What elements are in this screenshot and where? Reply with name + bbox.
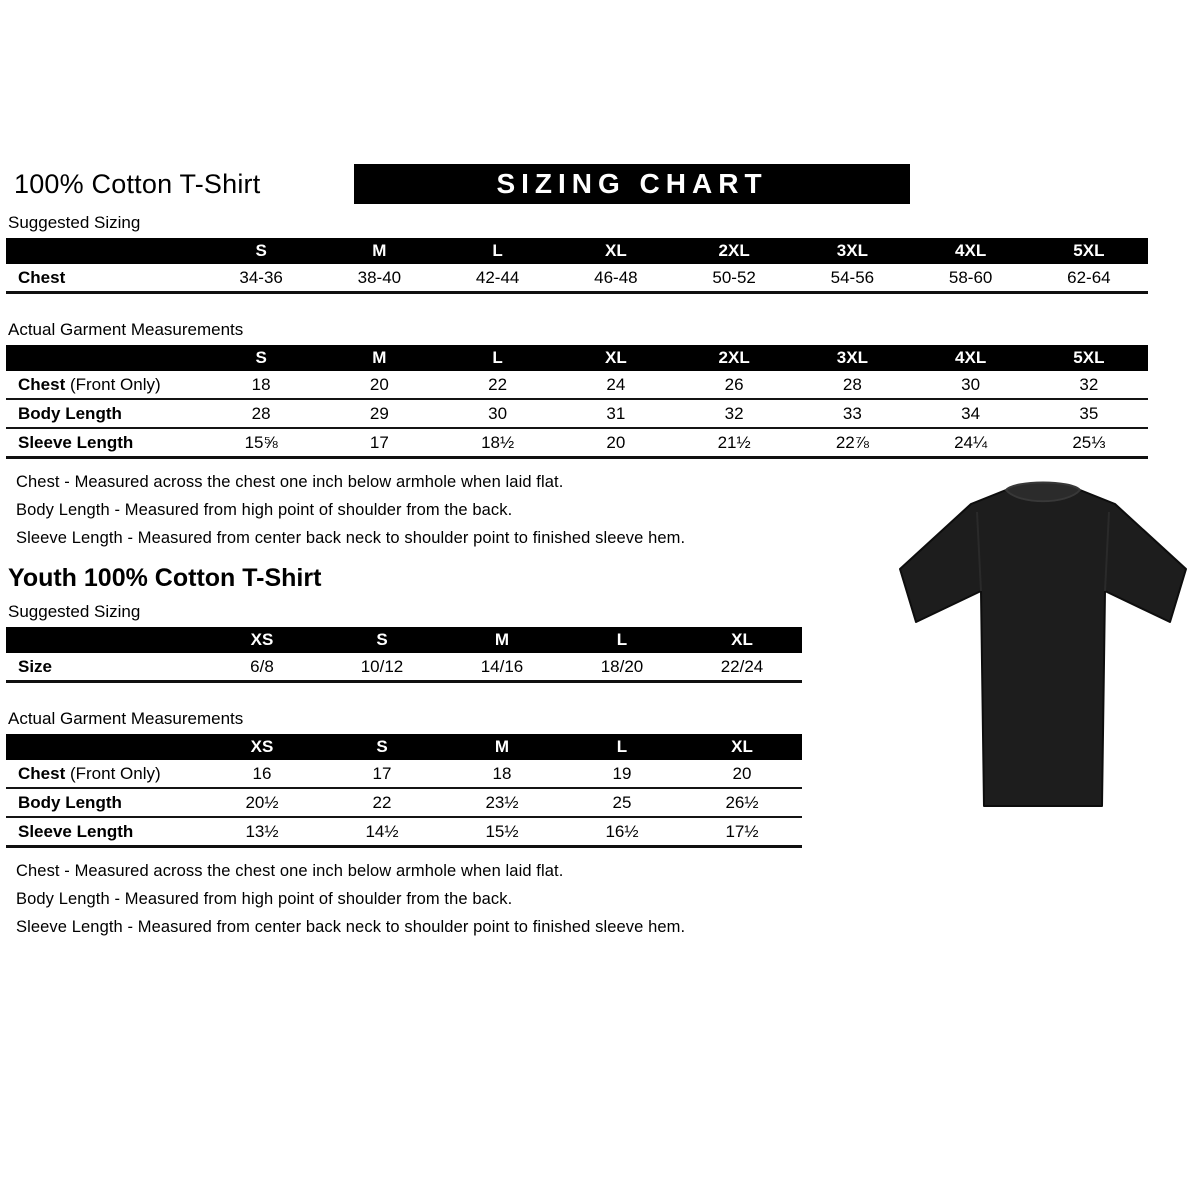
value-cell: 58-60 (912, 264, 1030, 293)
value-cell: 22/24 (682, 653, 802, 682)
header-label-spacer (6, 627, 202, 653)
value-cell: 30 (912, 371, 1030, 399)
measurement-row (6, 788, 802, 817)
value-cell: 22⅞ (793, 428, 911, 458)
size-header-cell: 2XL (675, 238, 793, 264)
value-cell: 30 (439, 399, 557, 428)
row-label: Chest (Front Only) (6, 371, 202, 399)
size-header-row (6, 238, 1148, 264)
value-cell: 6/8 (202, 653, 322, 682)
value-cell: 16½ (562, 817, 682, 847)
value-cell: 14/16 (442, 653, 562, 682)
size-header-row (6, 345, 1148, 371)
value-cell: 26½ (682, 788, 802, 817)
row-label: Body Length (6, 788, 202, 817)
value-cell: 10/12 (322, 653, 442, 682)
youth-actual-measurements-label: Actual Garment Measurements (8, 709, 244, 728)
value-cell: 42-44 (439, 264, 557, 293)
adult-suggested-table (6, 238, 1148, 294)
value-cell: 17 (322, 760, 442, 788)
measurement-row (6, 653, 802, 682)
size-header-cell: XL (557, 345, 675, 371)
sizing-chart-banner: SIZING CHART (354, 164, 910, 204)
row-label: Sleeve Length (6, 817, 202, 847)
size-header-cell: M (442, 627, 562, 653)
value-cell: 24 (557, 371, 675, 399)
size-header-cell: 5XL (1030, 345, 1148, 371)
value-cell: 34 (912, 399, 1030, 428)
header-row (6, 164, 1148, 204)
header-label-spacer (6, 345, 202, 371)
size-header-cell: L (439, 238, 557, 264)
value-cell: 35 (1030, 399, 1148, 428)
value-cell: 26 (675, 371, 793, 399)
youth-suggested-table (6, 627, 802, 683)
measurement-row (6, 760, 802, 788)
size-header-cell: S (202, 345, 320, 371)
value-cell: 33 (793, 399, 911, 428)
note-sleeve-length: Sleeve Length - Measured from center back neck to shoulder point to finished sleeve hem. (16, 529, 686, 547)
size-header-cell: L (439, 345, 557, 371)
size-header-cell: 2XL (675, 345, 793, 371)
value-cell: 50-52 (675, 264, 793, 293)
header-label-spacer (6, 734, 202, 760)
measurement-row (6, 428, 1148, 458)
size-header-cell: L (562, 734, 682, 760)
size-header-cell: S (322, 734, 442, 760)
value-cell: 25⅓ (1030, 428, 1148, 458)
row-label: Body Length (6, 399, 202, 428)
value-cell: 54-56 (793, 264, 911, 293)
value-cell: 46-48 (557, 264, 675, 293)
value-cell: 18½ (439, 428, 557, 458)
value-cell: 18 (202, 371, 320, 399)
value-cell: 15⅝ (202, 428, 320, 458)
header-label-spacer (6, 238, 202, 264)
size-header-cell: 4XL (912, 238, 1030, 264)
adult-title: 100% Cotton T-Shirt (14, 168, 261, 199)
size-header-cell: XL (682, 627, 802, 653)
youth-notes (16, 862, 1148, 937)
row-label: Chest (Front Only) (6, 760, 202, 788)
note-chest: Chest - Measured across the chest one inch below armhole when laid flat. (16, 473, 564, 491)
value-cell: 16 (202, 760, 322, 788)
value-cell: 18 (442, 760, 562, 788)
black-tshirt-image (893, 472, 1193, 820)
value-cell: 21½ (675, 428, 793, 458)
value-cell: 20 (682, 760, 802, 788)
size-header-cell: L (562, 627, 682, 653)
note-body-length: Body Length - Measured from high point of shoulder from the back. (16, 501, 513, 519)
adult-measurements-table (6, 345, 1148, 459)
size-header-cell: 3XL (793, 238, 911, 264)
size-header-cell: S (202, 238, 320, 264)
value-cell: 24¼ (912, 428, 1030, 458)
value-cell: 13½ (202, 817, 322, 847)
value-cell: 25 (562, 788, 682, 817)
size-header-cell: XL (682, 734, 802, 760)
note-chest: Chest - Measured across the chest one inch below armhole when laid flat. (16, 862, 564, 880)
measurement-row (6, 264, 1148, 293)
tshirt-body (900, 490, 1186, 806)
measurement-row (6, 371, 1148, 399)
value-cell: 20 (557, 428, 675, 458)
size-header-cell: 3XL (793, 345, 911, 371)
size-header-cell: M (442, 734, 562, 760)
row-label: Size (6, 653, 202, 682)
value-cell: 20 (320, 371, 438, 399)
youth-suggested-sizing-label: Suggested Sizing (8, 602, 141, 621)
value-cell: 22 (439, 371, 557, 399)
value-cell: 28 (202, 399, 320, 428)
value-cell: 20½ (202, 788, 322, 817)
value-cell: 28 (793, 371, 911, 399)
size-header-row (6, 627, 802, 653)
size-header-cell: 4XL (912, 345, 1030, 371)
note-sleeve-length: Sleeve Length - Measured from center back neck to shoulder point to finished sleeve hem. (16, 918, 686, 936)
size-header-cell: M (320, 238, 438, 264)
value-cell: 31 (557, 399, 675, 428)
value-cell: 29 (320, 399, 438, 428)
actual-measurements-label: Actual Garment Measurements (8, 320, 244, 339)
size-header-row (6, 734, 802, 760)
row-label: Sleeve Length (6, 428, 202, 458)
measurement-row (6, 399, 1148, 428)
size-header-cell: XL (557, 238, 675, 264)
youth-measurements-table (6, 734, 802, 848)
note-body-length: Body Length - Measured from high point of shoulder from the back. (16, 890, 513, 908)
value-cell: 38-40 (320, 264, 438, 293)
value-cell: 18/20 (562, 653, 682, 682)
size-header-cell: 5XL (1030, 238, 1148, 264)
value-cell: 34-36 (202, 264, 320, 293)
value-cell: 32 (675, 399, 793, 428)
suggested-sizing-label: Suggested Sizing (8, 213, 141, 232)
value-cell: 17½ (682, 817, 802, 847)
value-cell: 14½ (322, 817, 442, 847)
value-cell: 62-64 (1030, 264, 1148, 293)
size-header-cell: S (322, 627, 442, 653)
size-header-cell: M (320, 345, 438, 371)
row-label: Chest (6, 264, 202, 293)
youth-title: Youth 100% Cotton T-Shirt (8, 564, 322, 592)
size-header-cell: XS (202, 734, 322, 760)
value-cell: 19 (562, 760, 682, 788)
value-cell: 23½ (442, 788, 562, 817)
value-cell: 15½ (442, 817, 562, 847)
measurement-row (6, 817, 802, 847)
size-header-cell: XS (202, 627, 322, 653)
value-cell: 22 (322, 788, 442, 817)
value-cell: 32 (1030, 371, 1148, 399)
value-cell: 17 (320, 428, 438, 458)
